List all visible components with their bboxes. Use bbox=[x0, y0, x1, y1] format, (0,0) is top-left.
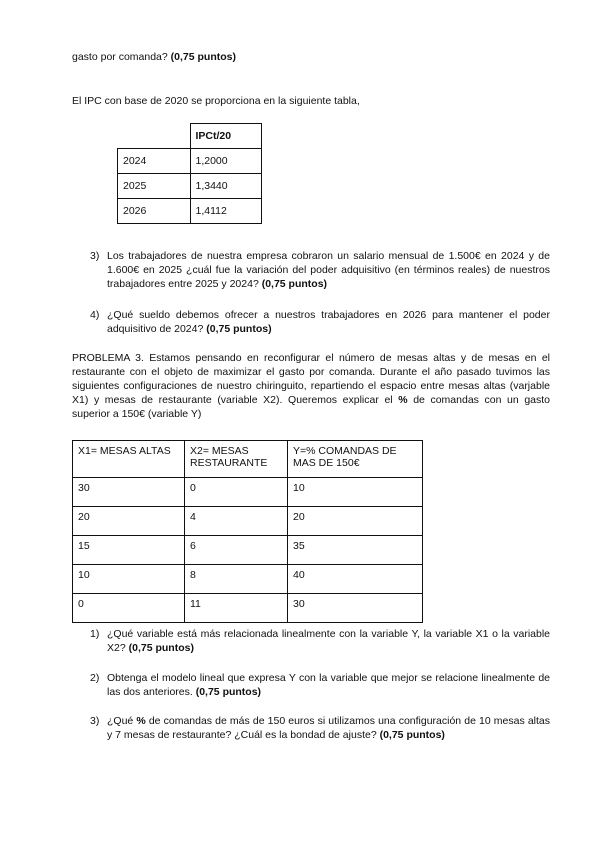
table-row: IPCt/20 bbox=[118, 124, 262, 149]
table-row: 20 4 20 bbox=[73, 507, 423, 536]
table-header-row: X1= MESAS ALTAS X2= MESAS RESTAURANTE Y=% COMANDAS DE MAS DE 150€ bbox=[73, 441, 423, 478]
table-row: 2026 1,4112 bbox=[118, 199, 262, 224]
intro-line: gasto por comanda? (0,75 puntos) bbox=[72, 51, 236, 63]
ipc-table bbox=[117, 123, 262, 224]
question-b1: ¿Qué variable está más relacionada linealmente con la variable Y, la variable X1 o la variable X2? (0,75 puntos) bbox=[107, 628, 550, 654]
table-row: 15 6 35 bbox=[73, 536, 423, 565]
table-row: 30 0 10 bbox=[73, 478, 423, 507]
question-b3: ¿Qué % de comandas de más de 150 euros si utilizamos una configuración de 10 mesas altas y 7 mesas de restaurante? ¿Cuál es la bondad de ajuste? (0,75 puntos) bbox=[107, 715, 551, 741]
problema-3-text: PROBLEMA 3. Estamos pensando en reconfigurar el número de mesas altas y de mesas en el restaurante con el objeto de maximizar el gasto por comanda. Durante el año pasado tuvimos las siguientes configuraciones de nuestro chiringuito, repartiendo el espacio entre mesas altas (varjable X1) y mesas de restaurante (variable X2). Queremos explicar el % de comandas con un gasto superior a 150€ (variable Y) bbox=[72, 352, 551, 420]
question-b2: Obtenga el modelo lineal que expresa Y con la variable que mejor se relacione linealmente de las dos anteriores. (0,75 puntos) bbox=[107, 672, 550, 698]
question-3: Los trabajadores de nuestra empresa cobraron un salario mensual de 1.500€ en 2024 y de 1.600€ en 2025 ¿cuál fue la variación del poder adquisitivo (en términos reales) de nuestros trabajadores entre 2025 y 2024? (0,75 puntos) bbox=[107, 250, 550, 290]
ipc-intro: El IPC con base de 2020 se proporciona en la siguiente tabla, bbox=[72, 95, 360, 107]
table-row: 2024 1,2000 bbox=[118, 149, 262, 174]
data-table bbox=[72, 440, 423, 623]
table-row: 0 11 30 bbox=[73, 594, 423, 623]
table-row: 10 8 40 bbox=[73, 565, 423, 594]
table-row: 2025 1,3440 bbox=[118, 174, 262, 199]
question-4: ¿Qué sueldo debemos ofrecer a nuestros trabajadores en 2026 para mantener el poder adquisitivo de 2024? (0,75 puntos) bbox=[107, 309, 550, 335]
